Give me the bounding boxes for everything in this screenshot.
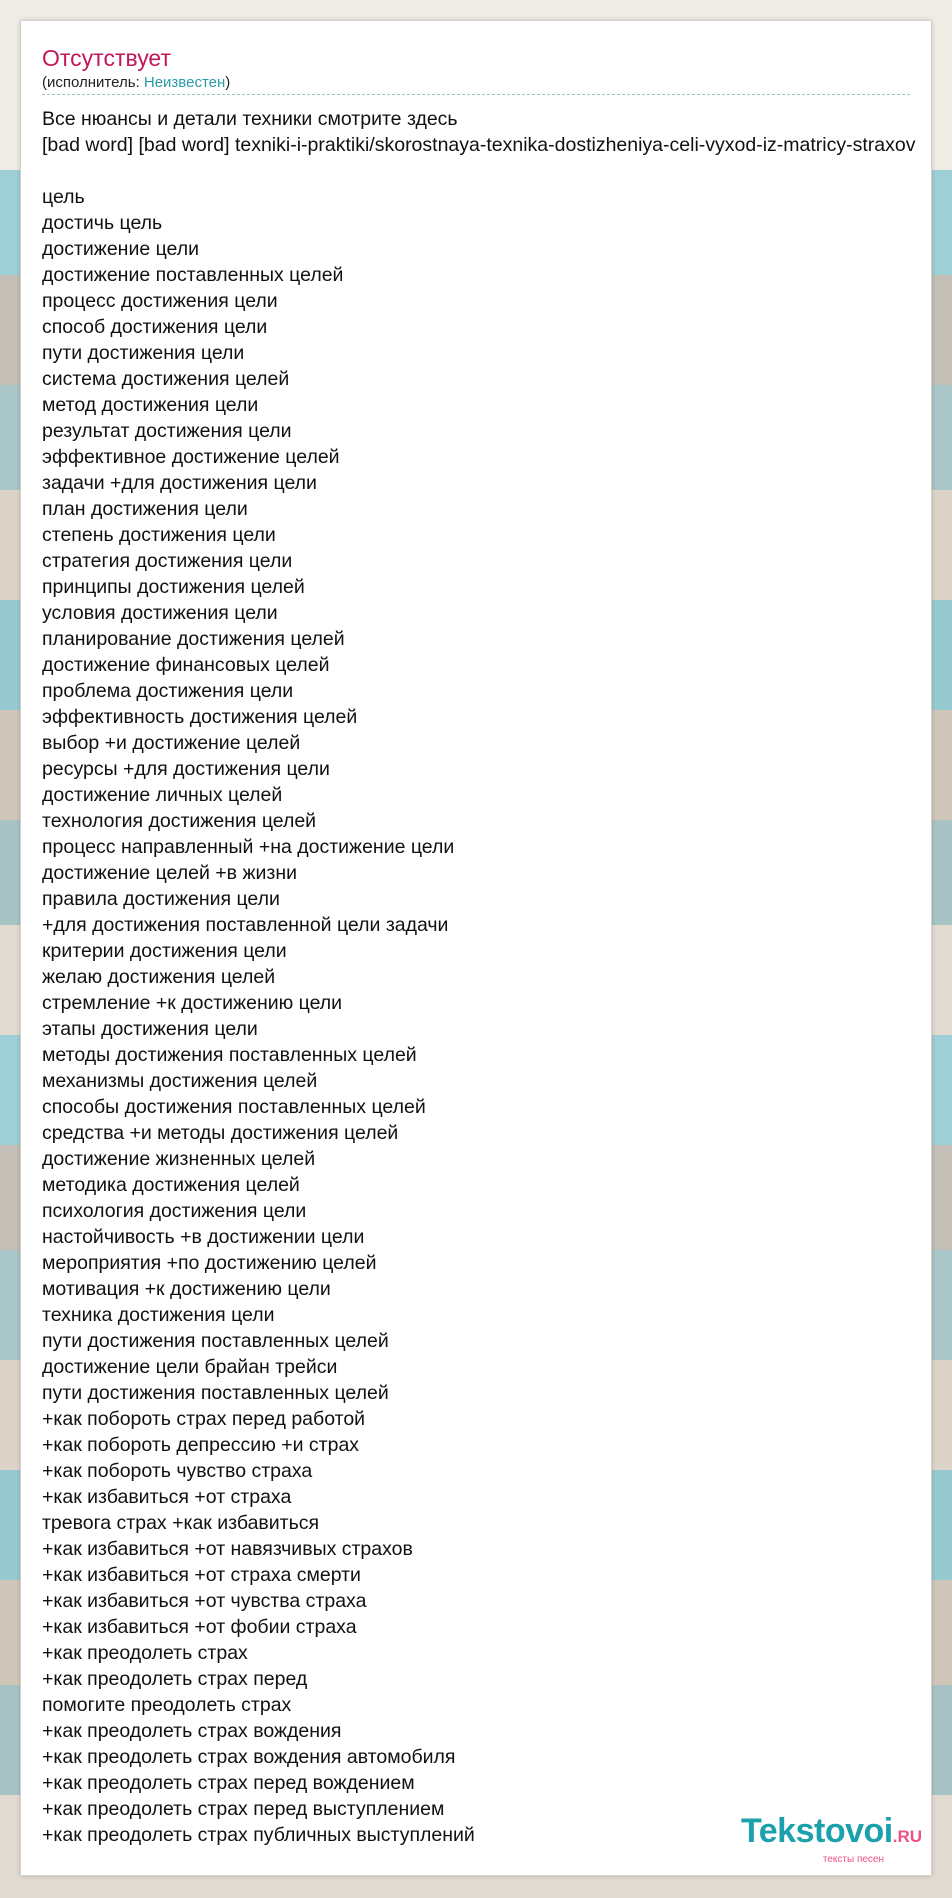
lyrics-line: пути достижения поставленных целей — [42, 1382, 389, 1404]
lyrics-line: правила достижения цели — [42, 888, 280, 910]
lyrics-line: этапы достижения цели — [42, 1018, 258, 1040]
logo-wordmark — [741, 1814, 922, 1854]
lyrics-line: процесс достижения цели — [42, 290, 278, 312]
lyrics-line: планирование достижения целей — [42, 628, 345, 650]
lyrics-line: степень достижения цели — [42, 524, 276, 546]
logo-main-text: Tekstovoi — [741, 1812, 893, 1850]
lyrics-line: +как избавиться +от фобии страха — [42, 1616, 357, 1638]
lyrics-line: стремление +к достижению цели — [42, 992, 343, 1014]
lyrics-line: +как преодолеть страх вождения — [42, 1720, 342, 1742]
lyrics-link-line: [bad word] [bad word] texniki-i-praktiki/skorostnaya-texnika-dostizheniya-celi-vyxod-iz-matricy-straxov — [42, 134, 916, 156]
lyrics-line: задачи +для достижения цели — [42, 472, 317, 494]
lyrics-line: настойчивость +в достижении цели — [42, 1226, 365, 1248]
lyrics-body — [42, 106, 932, 1848]
performer-line — [42, 73, 230, 92]
song-title: Отсутствует — [42, 45, 171, 71]
lyrics-line: метод достижения цели — [42, 394, 259, 416]
lyrics-line: ресурсы +для достижения цели — [42, 758, 330, 780]
lyrics-line: пути достижения цели — [42, 342, 245, 364]
lyrics-line: эффективное достижение целей — [42, 446, 340, 468]
lyrics-line: эффективность достижения целей — [42, 706, 358, 728]
logo-tld: .RU — [892, 1827, 922, 1846]
lyrics-line: +как избавиться +от страха смерти — [42, 1564, 361, 1586]
lyrics-line: +как побороть страх перед работой — [42, 1408, 366, 1430]
lyrics-line: +для достижения поставленной цели задачи — [42, 914, 449, 936]
lyrics-line: достижение целей +в жизни — [42, 862, 297, 884]
lyrics-line: результат достижения цели — [42, 420, 292, 442]
lyrics-line: +как избавиться +от чувства страха — [42, 1590, 367, 1612]
performer-link[interactable]: Неизвестен — [143, 74, 226, 91]
lyrics-line: тревога страх +как избавиться — [42, 1512, 320, 1534]
lyrics-line: достижение жизненных целей — [42, 1148, 316, 1170]
lyrics-line: методика достижения целей — [42, 1174, 300, 1196]
blank-line — [42, 158, 932, 184]
lyrics-line: критерии достижения цели — [42, 940, 287, 962]
lyrics-line: цель — [42, 186, 85, 208]
lyrics-line: желаю достижения целей — [42, 966, 276, 988]
lyrics-line: проблема достижения цели — [42, 680, 294, 702]
lyrics-line: мероприятия +по достижению целей — [42, 1252, 377, 1274]
lyrics-line: методы достижения поставленных целей — [42, 1044, 417, 1066]
tekstovoi-logo[interactable] — [741, 1814, 922, 1865]
lyrics-line: выбор +и достижение целей — [42, 732, 301, 754]
logo-tagline: тексты песен — [822, 1854, 884, 1865]
lyrics-line: достижение поставленных целей — [42, 264, 344, 286]
lyrics-intro: Все нюансы и детали техники смотрите здесь — [42, 108, 458, 130]
lyrics-line: принципы достижения целей — [42, 576, 305, 598]
lyrics-line: психология достижения цели — [42, 1200, 307, 1222]
lyrics-line: способ достижения цели — [42, 316, 268, 338]
lyrics-line: достичь цель — [42, 212, 163, 234]
lyrics-line: достижение цели — [42, 238, 200, 260]
lyrics-line: +как преодолеть страх вождения автомобиля — [42, 1746, 456, 1768]
lyrics-line: +как преодолеть страх публичных выступлений — [42, 1824, 475, 1846]
lyrics-line: технология достижения целей — [42, 810, 317, 832]
lyrics-line: средства +и методы достижения целей — [42, 1122, 399, 1144]
lyrics-line: +как преодолеть страх перед вождением — [42, 1772, 415, 1794]
lyrics-line: условия достижения цели — [42, 602, 278, 624]
lyrics-line: способы достижения поставленных целей — [42, 1096, 426, 1118]
lyrics-line: +как преодолеть страх перед выступлением — [42, 1798, 445, 1820]
lyrics-line: стратегия достижения цели — [42, 550, 293, 572]
performer-prefix: (исполнитель: — [42, 74, 144, 91]
lyrics-line: достижение цели брайан трейси — [42, 1356, 338, 1378]
lyrics-line: +как побороть депрессию +и страх — [42, 1434, 360, 1456]
lyrics-line: достижение финансовых целей — [42, 654, 330, 676]
lyrics-line: процесс направленный +на достижение цели — [42, 836, 455, 858]
lyrics-line: механизмы достижения целей — [42, 1070, 318, 1092]
lyrics-line: достижение личных целей — [42, 784, 283, 806]
lyrics-line: техника достижения цели — [42, 1304, 275, 1326]
lyrics-line: +как избавиться +от навязчивых страхов — [42, 1538, 413, 1560]
lyrics-line: помогите преодолеть страх — [42, 1694, 292, 1716]
lyrics-line: мотивация +к достижению цели — [42, 1278, 331, 1300]
song-header — [42, 43, 910, 95]
lyrics-line: +как побороть чувство страха — [42, 1460, 313, 1482]
performer-suffix: ) — [225, 74, 231, 91]
lyrics-line: система достижения целей — [42, 368, 290, 390]
lyrics-line: план достижения цели — [42, 498, 248, 520]
lyrics-line: +как преодолеть страх перед — [42, 1668, 308, 1690]
lyrics-line: +как преодолеть страх — [42, 1642, 248, 1664]
lyrics-card — [20, 20, 932, 1876]
lyrics-line: пути достижения поставленных целей — [42, 1330, 389, 1352]
lyrics-line: +как избавиться +от страха — [42, 1486, 292, 1508]
lyrics-lines — [42, 184, 932, 1848]
